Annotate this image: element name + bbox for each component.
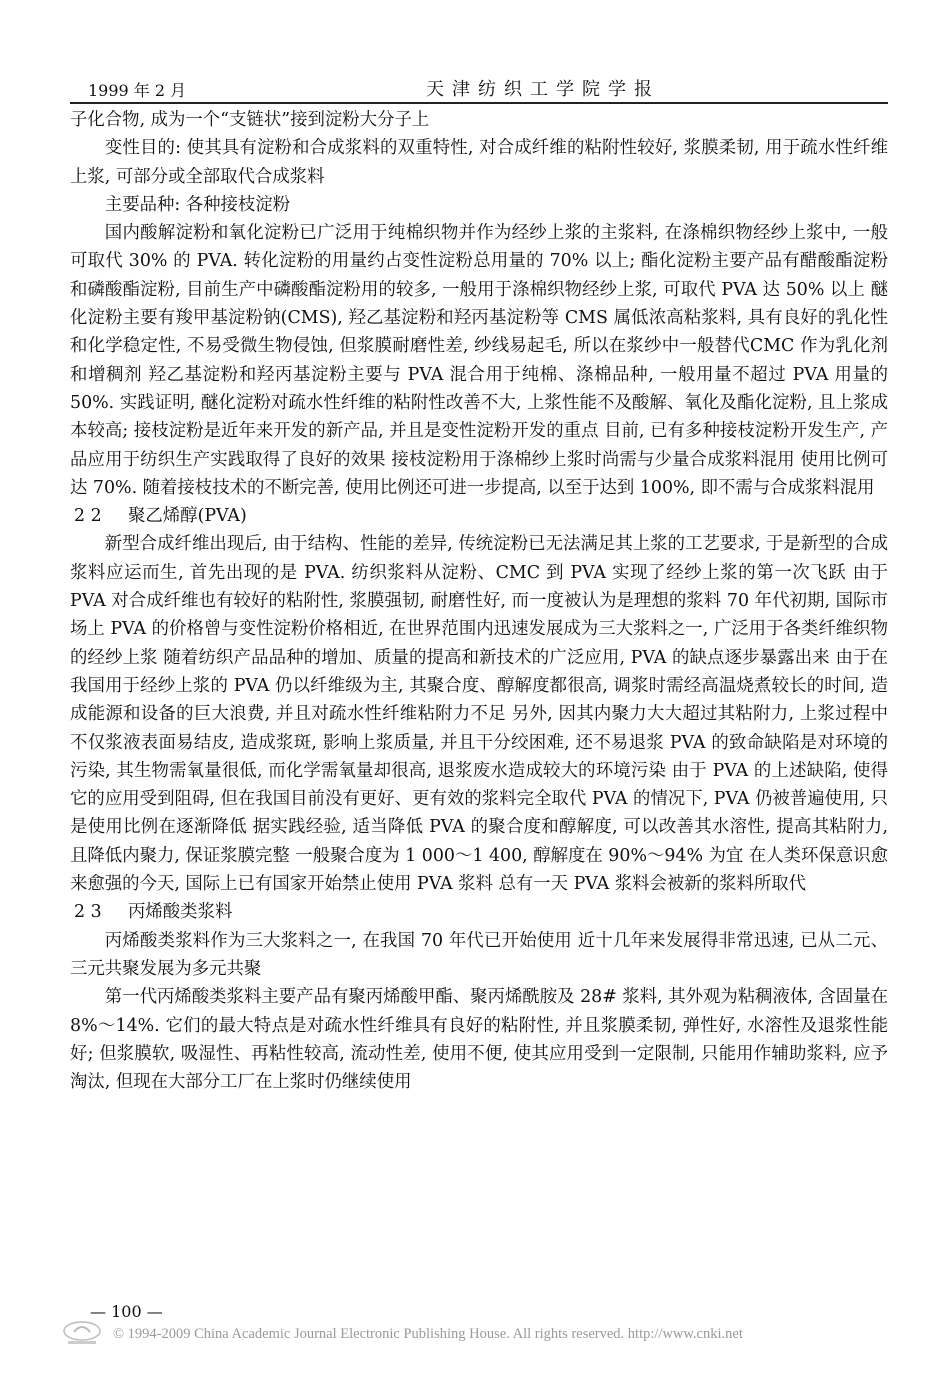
section-number: 2 3 — [74, 902, 102, 923]
paragraph: 子化合物, 成为一个“支链状”接到淀粉大分子上 — [70, 110, 430, 130]
header-date: 1999 年 2 月 — [88, 81, 187, 100]
section-heading — [70, 502, 888, 530]
footer — [60, 1320, 900, 1350]
header-rule — [70, 102, 888, 104]
paragraph: 国内酸解淀粉和氧化淀粉已广泛用于纯棉织物并作为经纱上浆的主浆料, 在涤棉织物经纱上浆中, 一般可取代 30% 的 PVA. 转化淀粉的用量约占变性淀粉总用量的 70% 以上; 酯化淀粉主要产品有醋酸酯淀粉和磷酸酯淀粉, 目前生产中磷酸酯淀粉用的较多, 一般用于涤棉织物经纱上浆, 可取代 PVA 达 50% 以上 醚化淀粉主要有羧甲基淀粉钠(CMS), 羟乙基淀粉和羟丙基淀粉等 CMS 属低浓高粘浆料, 具有良好的乳化性和化学稳定性, 不易受微生物侵蚀, 但浆膜耐磨性差, 纱线易起毛, 所以在浆纱中一般替代CMC 作为乳化剂和增稠剂 羟乙基淀粉和羟丙基淀粉主要与 PVA 混合用于纯棉、涤棉品种, 一般用量不超过 PVA 用量的 50%. 实践证明, 醚化淀粉对疏水性纤维的粘附性改善不大, 上浆性能不及酸解、氧化及酯化淀粉, 且上浆成本较高; 接枝淀粉是近年来开发的新产品, 并且是变性淀粉开发的重点 目前, 已有多种接枝淀粉开发生产, 产品应用于纺织生产实践取得了良好的效果 接枝淀粉用于涤棉纱上浆时尚需与少量合成浆料混用 使用比例可达 70%. 随着接枝技术的不断完善, 使用比例还可进一步提高, 以至于达到 100%, 即不需与合成浆料混用 — [70, 223, 888, 498]
paragraph: 主要品种: 各种接枝淀粉 — [104, 194, 291, 215]
section-number: 2 2 — [74, 506, 102, 527]
paragraph: 第一代丙烯酸类浆料主要产品有聚丙烯酸甲酯、聚丙烯酰胺及 28# 浆料, 其外观为粘稠液体, 含固量在 8%～14%. 它们的最大特点是对疏水性纤维具有良好的粘附性, 并且浆膜柔韧, 弹性好, 水溶性及退浆性能好; 但浆膜软, 吸湿性、再粘性较高, 流动性差, 使用不便, 使其应用受到一定限制, 只能用作辅助浆料, 应予淘汰, 但现在大部分工厂在上浆时仍继续使用 — [70, 987, 888, 1093]
journal-title: 天津纺织工学院学报 — [426, 79, 660, 100]
paragraph: 丙烯酸类浆料作为三大浆料之一, 在我国 70 年代已开始使用 近十几年来发展得非常迅速, 已从二元、三元共聚发展为多元共聚 — [70, 930, 888, 979]
cnki-logo-icon — [60, 1320, 104, 1346]
section-heading — [70, 898, 888, 926]
copyright-notice: © 1994-2009 China Academic Journal Electronic Publishing House. All rights reserved. http://www.cnki.net — [113, 1326, 743, 1342]
article-body — [70, 106, 888, 1096]
running-header — [70, 70, 888, 106]
paragraph: 变性目的: 使其具有淀粉和合成浆料的双重特性, 对合成纤维的粘附性较好, 浆膜柔韧, 用于疏水性纤维上浆, 可部分或全部取代合成浆料 — [70, 138, 888, 187]
page-number: — 100 — — [90, 1302, 163, 1321]
section-title: 聚乙烯醇(PVA) — [128, 506, 247, 527]
paragraph: 新型合成纤维出现后, 由于结构、性能的差异, 传统淀粉已无法满足其上浆的工艺要求, 于是新型的合成浆料应运而生, 首先出现的是 PVA. 纺织浆料从淀粉、CMC 到 PVA 实现了经纱上浆的第一次飞跃 由于 PVA 对合成纤维也有较好的粘附性, 浆膜强韧, 耐磨性好, 而一度被认为是理想的浆料 70 年代初期, 国际市场上 PVA 的价格曾与变性淀粉价格相近, 在世界范围内迅速发展成为三大浆料之一, 广泛用于各类纤维织物的经纱上浆 随着纺织产品品种的增加、质量的提高和新技术的广泛应用, PVA 的缺点逐步暴露出来 由于在我国用于经纱上浆的 PVA 仍以纤维级为主, 其聚合度、醇解度都很高, 调浆时需经高温烧煮较长的时间, 造成能源和设备的巨大浪费, 并且对疏水性纤维粘附力不足 另外, 因其内聚力大大超过其粘附力, 上浆过程中不仅浆液表面易结皮, 造成浆斑, 影响上浆质量, 并且干分绞困难, 还不易退浆 PVA 的致命缺陷是对环境的污染, 其生物需氧量很低, 而化学需氧量却很高, 退浆废水造成较大的环境污染 由于 PVA 的上述缺陷, 使得它的应用受到阻碍, 但在我国目前没有更好、更有效的浆料完全取代 PVA 的情况下, PVA 仍被普遍使用, 只是使用比例在逐渐降低 据实践经验, 适当降低 PVA 的聚合度和醇解度, 可以改善其水溶性, 提高其粘附力, 且降低内聚力, 保证浆膜完整 一般聚合度为 1 000～1 400, 醇解度在 90%～94% 为宜 在人类环保意识愈来愈强的今天, 国际上已有国家开始禁止使用 PVA 浆料 总有一天 PVA 浆料会被新的浆料所取代 — [70, 534, 888, 895]
section-title: 丙烯酸类浆料 — [128, 902, 233, 923]
